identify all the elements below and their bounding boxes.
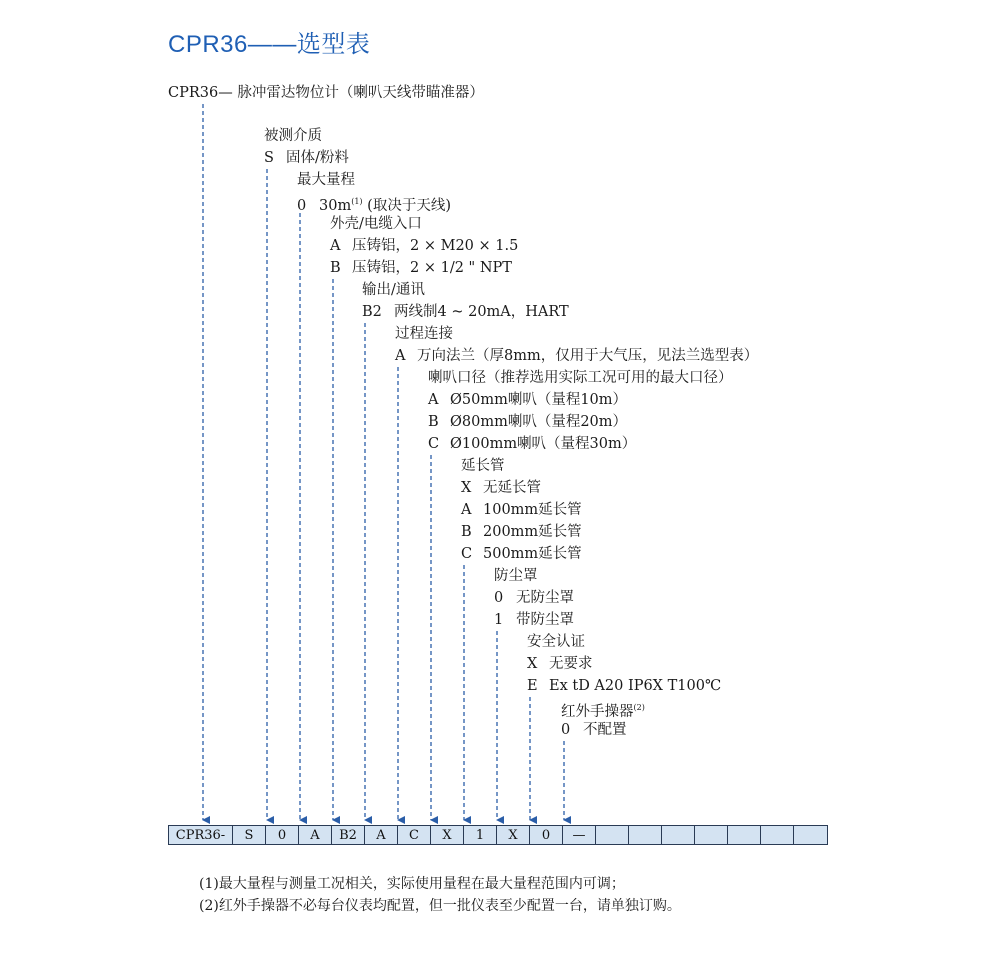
strip-code-cell xyxy=(794,826,827,844)
option-text: 无延长管 xyxy=(483,480,541,496)
footnote-marker: (1) xyxy=(351,197,363,206)
strip-code-cell xyxy=(695,826,728,844)
option-text: 30m xyxy=(319,198,352,214)
strip-code-cell: C xyxy=(398,826,431,844)
footnote-marker: (2) xyxy=(633,703,645,712)
option-text: 不配置 xyxy=(583,722,627,738)
option-code: C xyxy=(428,436,440,452)
strip-code-cell: 0 xyxy=(530,826,563,844)
section-heading-text: 外壳/电缆入口 xyxy=(330,216,422,232)
strip-code-cell xyxy=(629,826,662,844)
option-code: B xyxy=(428,414,439,430)
option-text: 固体/粉料 xyxy=(286,150,349,166)
section-heading-text: 红外手操器 xyxy=(561,704,634,720)
strip-code-cell: A xyxy=(299,826,332,844)
strip-code-cell: B2 xyxy=(332,826,365,844)
option-code: A xyxy=(428,392,439,408)
option-text: 无要求 xyxy=(549,656,593,672)
option-suffix: (取决于天线) xyxy=(362,198,451,214)
section-heading-text: 安全认证 xyxy=(527,634,585,650)
strip-code-cell xyxy=(662,826,695,844)
strip-code-cell: — xyxy=(563,826,596,844)
strip-code-cell: A xyxy=(365,826,398,844)
option-text: 100mm延长管 xyxy=(483,502,582,518)
option-text: 500mm延长管 xyxy=(483,546,582,562)
option-text: 压铸铝，2 × M20 × 1.5 xyxy=(352,238,519,254)
option-text: 带防尘罩 xyxy=(516,612,574,628)
option-text: Ø100mm喇叭（量程30m） xyxy=(450,436,637,452)
strip-code-cell xyxy=(728,826,761,844)
strip-code-cell: 1 xyxy=(464,826,497,844)
option-text: Ø50mm喇叭（量程10m） xyxy=(450,392,628,408)
option-code: E xyxy=(527,678,538,694)
strip-code-cell: 0 xyxy=(266,826,299,844)
option-text: 200mm延长管 xyxy=(483,524,582,540)
strip-model-cell: CPR36- xyxy=(169,826,233,844)
section-heading-text: 延长管 xyxy=(461,458,505,474)
option-code: B xyxy=(330,260,341,276)
strip-code-cell: X xyxy=(497,826,530,844)
option-text: 万向法兰（厚8mm，仅用于大气压，见法兰选型表） xyxy=(417,348,759,364)
option-code: C xyxy=(461,546,473,562)
strip-code-cell xyxy=(596,826,629,844)
option-text: Ex tD A20 IP6X T100℃ xyxy=(549,678,722,694)
strip-code-cell: S xyxy=(233,826,266,844)
section-heading-text: 输出/通讯 xyxy=(362,282,425,298)
option-text: 两线制4 ~ 20mA，HART xyxy=(394,304,569,320)
option-code: A xyxy=(461,502,472,518)
option-code: A xyxy=(330,238,341,254)
section-heading-text: 防尘罩 xyxy=(494,568,538,584)
section-heading-text: 喇叭口径（推荐选用实际工况可用的最大口径） xyxy=(428,370,733,386)
footnote-2: (2)红外手操器不必每台仪表均配置，但一批仪表至少配置一台，请单独订购。 xyxy=(199,898,681,914)
option-code: 0 xyxy=(494,590,504,606)
option-code: S xyxy=(264,150,274,166)
section-heading-text: 被测介质 xyxy=(264,128,322,144)
strip-code-cell: X xyxy=(431,826,464,844)
product-header-line: CPR36— 脉冲雷达物位计（喇叭天线带瞄准器） xyxy=(168,85,484,101)
option-code: B2 xyxy=(362,304,382,320)
option-code: X xyxy=(461,480,472,496)
option-text: 无防尘罩 xyxy=(516,590,574,606)
option-text: 压铸铝，2 × 1/2 " NPT xyxy=(352,260,512,276)
section-heading-text: 过程连接 xyxy=(395,326,453,342)
option-code: 1 xyxy=(494,612,504,628)
strip-code-cell xyxy=(761,826,794,844)
option-code: 0 xyxy=(297,198,307,214)
option-code: A xyxy=(395,348,406,364)
option-code: X xyxy=(527,656,538,672)
section-heading-text: 最大量程 xyxy=(297,172,355,188)
option-code: B xyxy=(461,524,472,540)
page-title: CPR36——选型表 xyxy=(168,31,371,58)
option-code: 0 xyxy=(561,722,571,738)
option-text: Ø80mm喇叭（量程20m） xyxy=(450,414,628,430)
footnote-1: (1)最大量程与测量工况相关，实际使用量程在最大量程范围内可调； xyxy=(199,876,625,892)
order-code-strip xyxy=(168,825,828,845)
